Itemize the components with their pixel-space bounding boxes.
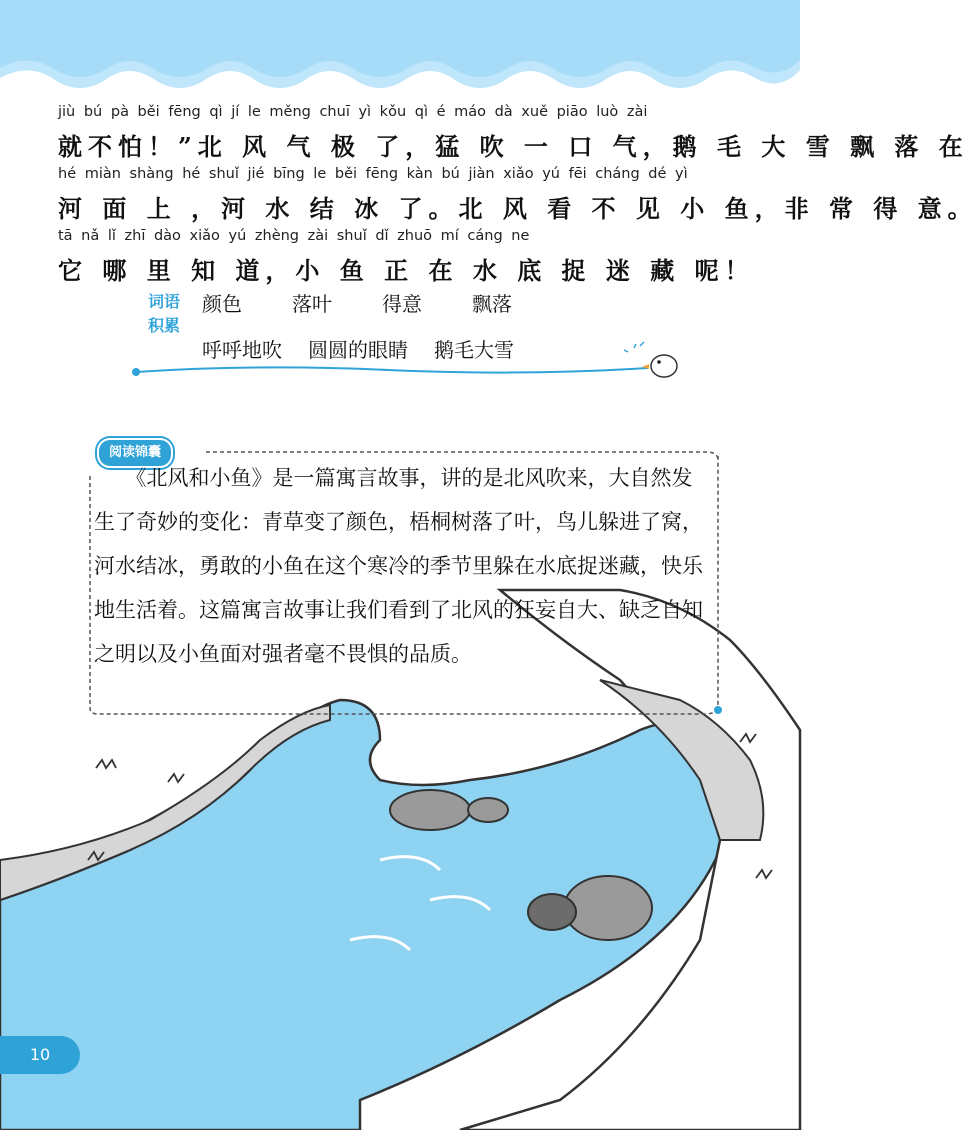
duck-icon [624, 342, 677, 377]
page-number: 10 [0, 1036, 80, 1074]
vocab-word: 得意 [382, 292, 422, 316]
pinyin-line-3: tā nǎ lǐ zhī dào xiǎo yú zhèng zài shuǐ dǐ zhuō mí cáng ne [58, 228, 530, 244]
vocab-word: 鹅毛大雪 [434, 338, 514, 362]
vocab-word: 落叶 [292, 292, 332, 316]
pinyin-line-2: hé miàn shàng hé shuǐ jié bīng le běi fēng kàn bú jiàn xiǎo yú fēi cháng dé yì [58, 166, 688, 182]
hanzi-line-2: 河 面 上 ，河 水 结 冰 了。北 风 看 不 见 小 鱼，非 常 得 意。 [58, 194, 978, 223]
reading-tips-title: 阅读锦囊 [97, 438, 173, 468]
reading-tips-text: 《北风和小鱼》是一篇寓言故事，讲的是北风吹来，大自然发生了奇妙的变化：青草变了颜色，梧桐树落了叶，鸟儿躲进了窝，河水结冰，勇敢的小鱼在这个寒冷的季节里躲在水底捉迷藏，快乐地生活着。这篇寓言故事让我们看到了北风的狂妄自大、缺乏自知之明以及小鱼面对强者毫不畏惧的品质。 [94, 466, 703, 666]
vocab-word: 颜色 [202, 292, 242, 316]
story-text [58, 104, 978, 290]
vocabulary-row-1 [202, 288, 562, 317]
hanzi-line-1: 就不怕！”北 风 气 极 了，猛 吹 一 口 气，鹅 毛 大 雪 飘 落 在 [58, 132, 969, 161]
vocabulary-label: 词语积累 [148, 292, 181, 335]
vocabulary-divider [128, 340, 688, 384]
hanzi-line-3: 它 哪 里 知 道，小 鱼 正 在 水 底 捉 迷 藏 呢！ [58, 256, 755, 285]
vocab-word: 呼呼地吹 [202, 338, 282, 362]
pinyin-line-1: jiù bú pà běi fēng qì jí le měng chuī yì kǒu qì é máo dà xuě piāo luò zài [58, 104, 648, 120]
story-line-1 [58, 104, 969, 166]
story-line-3 [58, 228, 778, 290]
vocab-word: 飘落 [472, 292, 512, 316]
vocab-word: 圆圆的眼睛 [308, 338, 408, 362]
top-banner [0, 0, 800, 100]
story-line-2 [58, 166, 978, 228]
